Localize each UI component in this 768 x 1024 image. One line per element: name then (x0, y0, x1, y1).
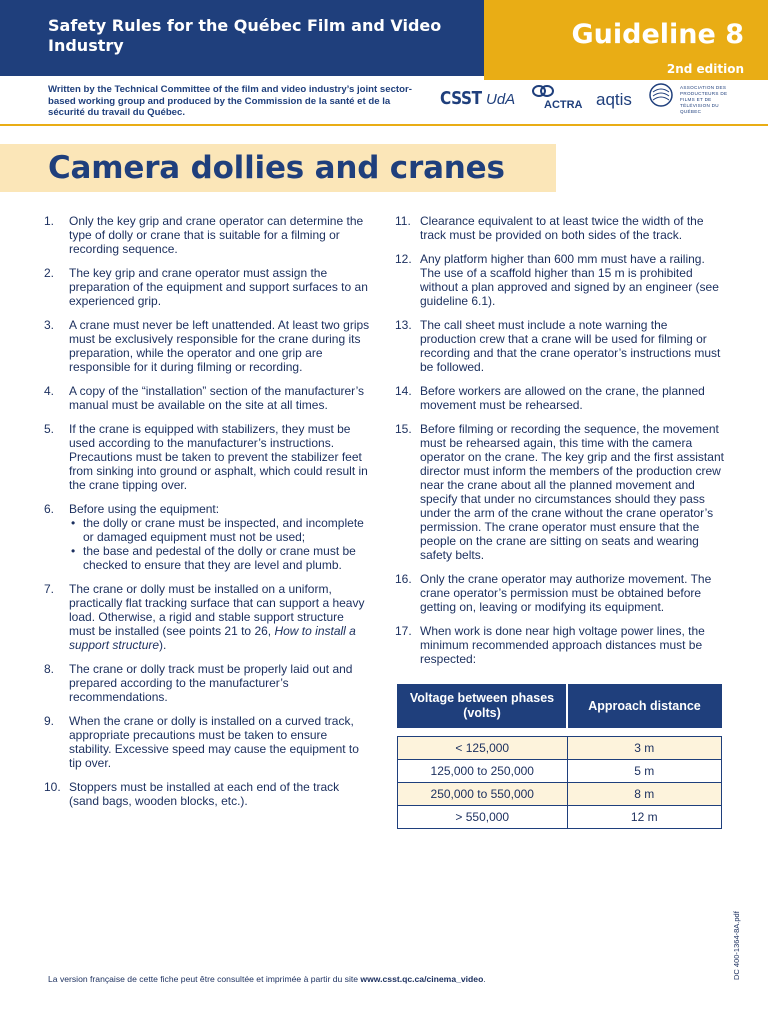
right-column (395, 214, 725, 676)
voltage-cell: > 550,000 (398, 806, 568, 829)
item-number: 2. (44, 266, 55, 280)
footer-text: La version française de cette fiche peut être consultée et imprimée à partir du site (48, 974, 361, 984)
bullet-item: • the base and pedestal of the dolly or crane must be checked to ensure that they are level and plumb. (69, 544, 370, 572)
list-item (395, 214, 725, 242)
item-number: 3. (44, 318, 55, 332)
list-item (44, 502, 370, 572)
item-text: A crane must never be left unattended. At least two grips must be exclusively responsible for the crane during its preparation, while the operator and one grip are responsible for it during filming or recording. (69, 318, 370, 374)
item-text: Only the key grip and crane operator can determine the type of dolly or crane that is suitable for a filming or recording sequence. (69, 214, 364, 256)
list-item (44, 582, 370, 652)
item-number: 13. (395, 318, 412, 332)
footer-end: . (483, 974, 486, 984)
distance-cell: 3 m (567, 737, 722, 760)
item-text-tail: ). (159, 638, 167, 652)
item-number: 5. (44, 422, 55, 436)
edition-band (484, 58, 768, 80)
item-number: 17. (395, 624, 412, 638)
list-item (395, 318, 725, 374)
table-row (398, 806, 722, 829)
item-text: When the crane or dolly is installed on a curved track, appropriate precautions must be taken to ensure stability. Excessive speed may cause the equipment to tip over. (69, 714, 359, 770)
list-item (44, 714, 370, 770)
item-number: 4. (44, 384, 55, 398)
item-number: 15. (395, 422, 412, 436)
item-number: 8. (44, 662, 55, 676)
left-column (44, 214, 370, 818)
item-number: 6. (44, 502, 55, 516)
column-header-distance: Approach distance (567, 685, 722, 728)
item-text: Only the crane operator may authorize movement. The crane operator’s permission must be obtained before getting on, leaving or modifying its equipment. (420, 572, 712, 614)
item-text: The crane or dolly must be installed on a uniform, practically flat tracking surface that can support a heavy load. Otherwise, a rigid and stable support structure must be installed (see points 21 to 26, (69, 582, 365, 638)
item-number: 10. (44, 780, 61, 794)
uda-logo: UdA (486, 91, 516, 108)
document-reference: DC 400-1364-8A.pdf (732, 911, 741, 980)
item-text: Before workers are allowed on the crane, the planned movement must be rehearsed. (420, 384, 705, 412)
item-text: Stoppers must be installed at each end of the track (sand bags, wooden blocks, etc.). (69, 780, 340, 808)
list-item (44, 422, 370, 492)
list-item (44, 780, 370, 808)
item-text: If the crane is equipped with stabilizers, they must be used according to the manufacturer’s instructions. Precautions must be taken to prevent the stabilizer feet from sinking into ground or asphalt, which could result in the crane tipping over. (69, 422, 368, 492)
apfvq-emblem-icon (648, 82, 674, 112)
actra-mark-icon (532, 84, 554, 98)
item-number: 12. (395, 252, 412, 266)
table-row (398, 737, 722, 760)
apfvq-logo: ASSOCIATION DES PRODUCTEURS DE FILMS ET DE TÉLÉVISION DU QUÉBEC (680, 85, 728, 114)
actra-logo: ACTRA (544, 99, 583, 111)
list-item (44, 214, 370, 256)
list-item (395, 572, 725, 614)
distance-cell: 8 m (567, 783, 722, 806)
list-item (44, 384, 370, 412)
header-divider (0, 124, 768, 126)
title-band (0, 144, 556, 192)
item-text: Before using the equipment: (69, 502, 220, 516)
edition-label: 2nd edition (666, 62, 744, 76)
voltage-cell: < 125,000 (398, 737, 568, 760)
page-title: Camera dollies and cranes (48, 150, 505, 186)
item-text: A copy of the “installation” section of the manufacturer’s manual must be available on the site at all times. (69, 384, 365, 412)
item-number: 1. (44, 214, 55, 228)
item-text: The key grip and crane operator must assign the preparation of the equipment and support surfaces to an experienced grip. (69, 266, 368, 308)
guideline-number: Guideline 8 (571, 19, 744, 50)
authorship-note: Written by the Technical Committee of the film and video industry’s joint sector-based working group and produced by the Commission de la santé et de la sécurité du travail du Québec. (48, 84, 412, 118)
list-item (44, 662, 370, 704)
distance-cell: 12 m (567, 806, 722, 829)
header-banner (0, 0, 484, 76)
table-row (398, 783, 722, 806)
item-number: 16. (395, 572, 412, 586)
item-number: 11. (395, 214, 411, 228)
table-spacer (398, 728, 722, 737)
item-text: The call sheet must include a note warning the production crew that a crane will be used for filming or recording and that the crane operator’s instructions must be followed. (420, 318, 721, 374)
list-item (395, 252, 725, 308)
item-text: The crane or dolly track must be properly laid out and prepared according to the manufacturer’s recommendations. (69, 662, 353, 704)
voltage-cell: 125,000 to 250,000 (398, 760, 568, 783)
list-item (395, 624, 725, 666)
approach-distance-table (397, 684, 722, 829)
item-text: Any platform higher than 600 mm must have a railing. The use of a scaffold higher than 15 m is prohibited without a plan approved and signed by an engineer (see guideline 6.1). (420, 252, 719, 308)
cross-reference: How to install a support structure (69, 624, 356, 652)
item-text: Clearance equivalent to at least twice the width of the track must be provided on both sides of the track. (420, 214, 704, 242)
footer-note (48, 974, 688, 984)
partner-logos (440, 82, 740, 122)
list-item (44, 266, 370, 308)
aqtis-logo: aqtis (596, 90, 632, 109)
item-number: 9. (44, 714, 55, 728)
list-item (395, 422, 725, 562)
voltage-cell: 250,000 to 550,000 (398, 783, 568, 806)
item-text: Before filming or recording the sequence, the movement must be rehearsed again, this time with the camera operator on the crane. The key grip and the first assistant director must inform the members of the production crew near the crane about all the planned movement and specify that under no circumstances should they pass under the arm of the crane without the crane operator’s permission. The crane operator must ensure that the people on the crane are sitting on seats and wearing safety belts. (420, 422, 724, 562)
csst-logo: CSST (440, 88, 482, 109)
footer-link[interactable]: www.csst.qc.ca/cinema_video (360, 974, 484, 984)
document-series-title: Safety Rules for the Québec Film and Video Industry (48, 16, 442, 55)
bullet-item: • the dolly or crane must be inspected, and incomplete or damaged equipment must not be used; (69, 516, 370, 544)
column-header-voltage: Voltage between phases (volts) (398, 685, 568, 728)
distance-cell: 5 m (567, 760, 722, 783)
list-item (395, 384, 725, 412)
item-number: 7. (44, 582, 55, 596)
list-item (44, 318, 370, 374)
table-row (398, 760, 722, 783)
item-text: When work is done near high voltage power lines, the minimum recommended approach distances must be respected: (420, 624, 705, 666)
bullet-list (69, 516, 370, 572)
item-number: 14. (395, 384, 412, 398)
table-header-row (398, 685, 722, 728)
